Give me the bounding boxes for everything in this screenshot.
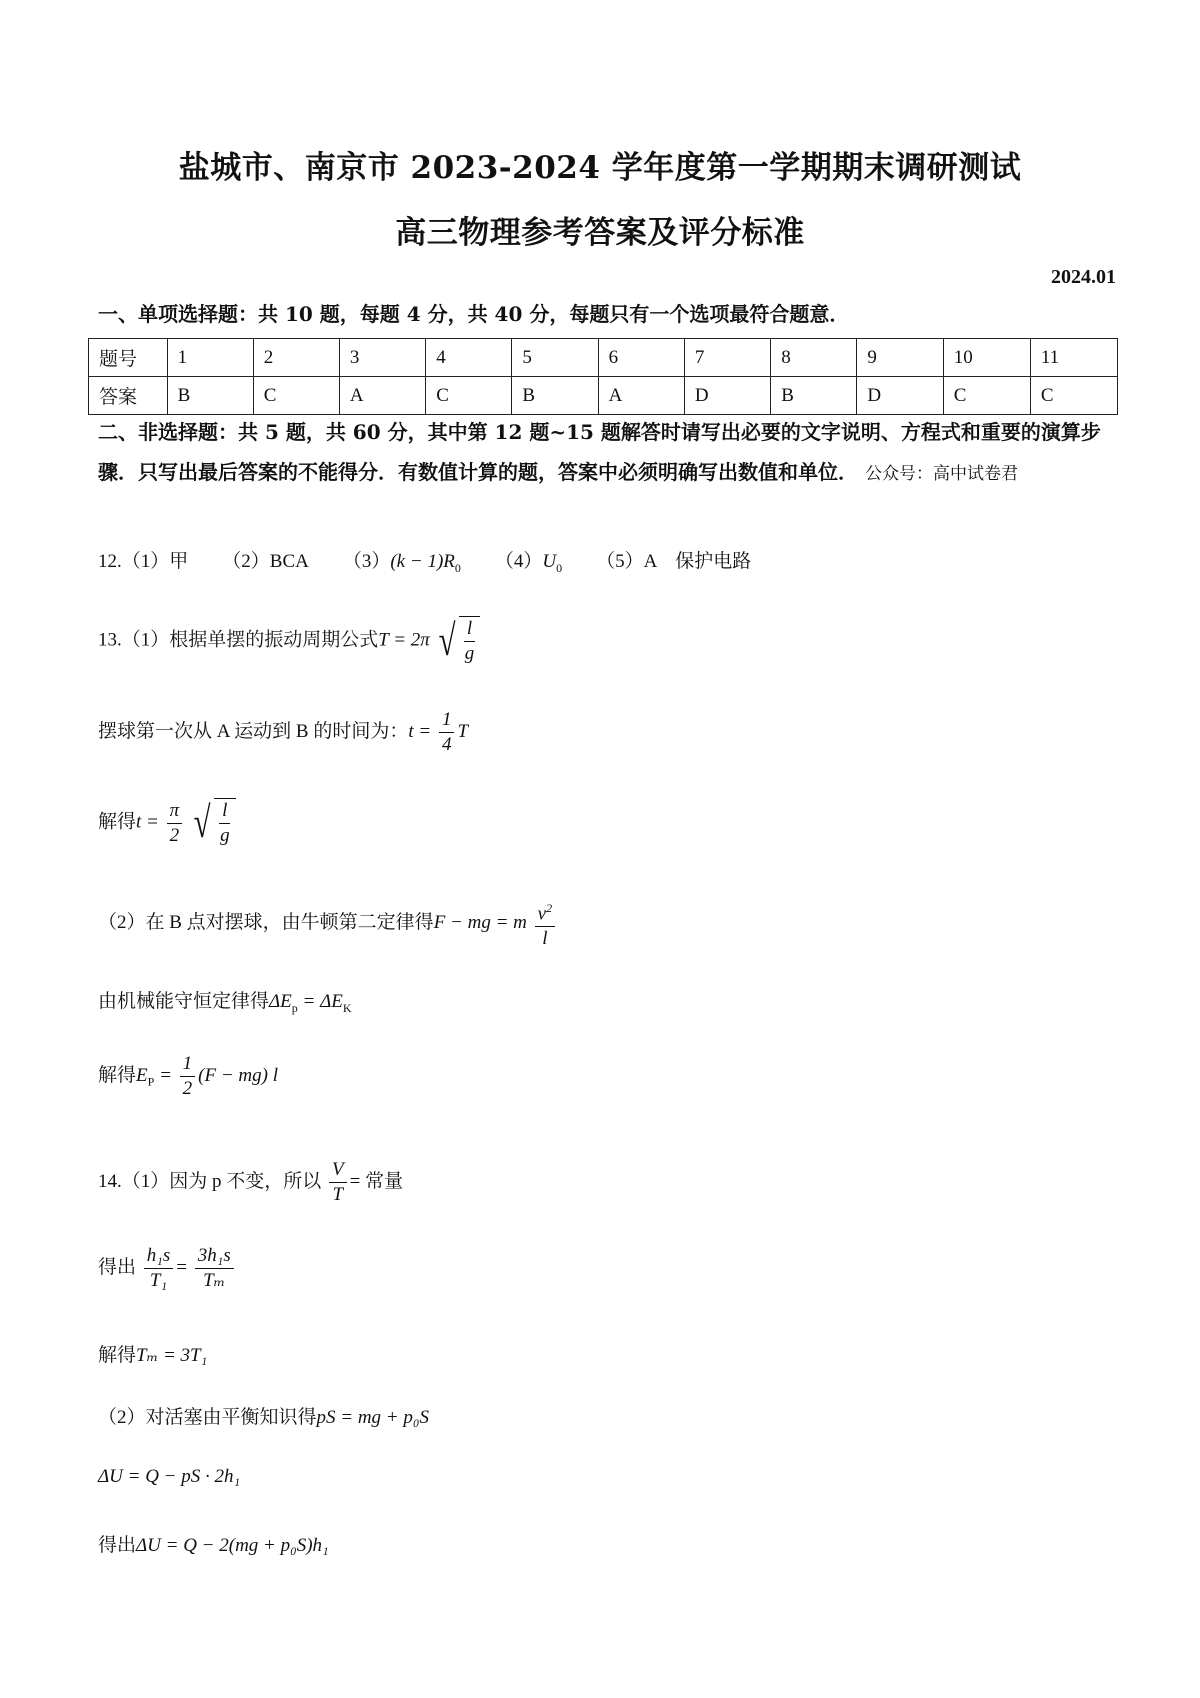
row-label-answer: 答案	[89, 377, 168, 415]
frac-den: 2	[182, 1078, 193, 1099]
q13-line4	[98, 896, 558, 951]
table-cell: 6	[598, 339, 684, 377]
table-cell: A	[598, 377, 684, 415]
q12-line	[98, 546, 751, 576]
frac-den: g	[464, 643, 475, 664]
frac-num: v	[537, 903, 547, 925]
table-cell: 7	[684, 339, 770, 377]
frac-3h1s-over-tm	[195, 1244, 234, 1293]
q13-l2-expr: t =	[408, 720, 432, 742]
q13-l1-expr: T = 2π	[378, 629, 430, 651]
q14-line5	[98, 1466, 240, 1488]
sqrt-l-over-g: √ $\frac{l}{g}$	[435, 616, 481, 666]
frac-num: V	[329, 1158, 347, 1183]
section2-note: 公众号：高中试卷君	[864, 464, 1018, 484]
section1-heading: 一、单项选择题：共 10 题，每题 4 分，共 40 分，每题只有一个选项最符合题意．	[98, 302, 850, 326]
q13-l1-text: 13.（1）根据单摆的振动周期公式	[98, 629, 379, 651]
q13-l3-expr: t =	[136, 811, 159, 833]
table-cell: C	[253, 377, 339, 415]
table-cell: B	[771, 377, 857, 415]
frac-h1s-over-t1	[144, 1244, 174, 1293]
q13-line2	[98, 708, 468, 757]
frac-one-half	[180, 1052, 196, 1101]
table-cell: 4	[426, 339, 512, 377]
q12-part4-expr: U	[542, 551, 557, 572]
frac-num: l	[219, 799, 230, 824]
table-cell: 10	[943, 339, 1030, 377]
q14-l1-tail: = 常量	[349, 1170, 404, 1192]
q14-l2-eq: =	[176, 1256, 187, 1278]
q13-line1	[98, 616, 480, 666]
table-cell: 3	[339, 339, 425, 377]
q13-l2-tail: T	[457, 720, 469, 742]
frac-pi-over-2	[167, 799, 183, 848]
q13-l6-eq: =	[154, 1064, 172, 1086]
frac-den: g	[220, 825, 230, 846]
q12-part1: （1）甲	[121, 551, 189, 572]
answer-table	[88, 338, 1118, 415]
table-cell: 2	[253, 339, 339, 377]
q12-part3: （3）	[342, 551, 391, 572]
q13-l6-text: 解得	[98, 1064, 137, 1086]
q13-l3-text: 解得	[98, 811, 137, 833]
frac-num: h₁s	[144, 1244, 174, 1269]
row-label-number: 题号	[89, 339, 168, 377]
frac-num: π	[167, 799, 183, 824]
document-subtitle: 高三物理参考答案及评分标准	[395, 215, 805, 251]
q14-l4-expr: pS = mg + p₀S	[316, 1407, 429, 1428]
section2-heading	[98, 412, 1110, 494]
q12-part3-expr: (k − 1)R	[390, 551, 455, 572]
table-cell: C	[943, 377, 1030, 415]
q14-l4-text: （2）对活塞由平衡知识得	[98, 1407, 317, 1428]
table-cell: D	[857, 377, 943, 415]
q14-l1-text: 14.（1）因为 p 不变，所以	[98, 1170, 322, 1192]
q14-line6	[98, 1530, 329, 1557]
q12-part4: （4）	[494, 551, 543, 572]
frac-v-over-t	[329, 1158, 347, 1207]
q13-l2-text: 摆球第一次从 A 运动到 B 的时间为：	[98, 720, 409, 742]
table-cell: C	[426, 377, 512, 415]
table-cell: C	[1030, 377, 1117, 415]
section2-heading-text: 二、非选择题：共 5 题，共 60 分，其中第 12 题~15 题解答时请写出必要的文字说明、方程式和重要的演算步骤．只写出最后答案的不能得分．有数值计算的题，答案中必须明确写出数值和单位．	[98, 420, 1101, 484]
q13-l4-expr: F − mg = m	[433, 912, 527, 934]
q13-l5-eq: = ΔE	[297, 991, 343, 1012]
frac-den: 2	[169, 824, 180, 846]
q12-part2: （2）BCA	[222, 551, 309, 572]
table-cell: D	[684, 377, 770, 415]
frac-den: T₁	[149, 1270, 168, 1291]
q13-l5-sub-b: K	[342, 1000, 352, 1015]
q13-l5-expr-a: ΔE	[269, 991, 292, 1012]
q14-l6-text: 得出	[98, 1535, 137, 1556]
q13-l4-text: （2）在 B 点对摆球，由牛顿第二定律得	[98, 912, 434, 934]
table-row-answers	[89, 377, 1118, 415]
frac-den: 4	[441, 734, 452, 755]
q13-line3	[98, 798, 236, 848]
q13-l5-sub-a: p	[291, 1000, 298, 1015]
q13-l5-text: 由机械能守恒定律得	[98, 991, 270, 1012]
q12-part5: （5）A 保护电路	[596, 551, 752, 572]
q13-line6	[98, 1052, 278, 1101]
table-cell: 8	[771, 339, 857, 377]
q13-line5	[98, 986, 352, 1016]
q14-l2-text: 得出	[98, 1256, 137, 1278]
table-cell: A	[339, 377, 425, 415]
frac-num: 1	[439, 708, 455, 733]
superscript: 2	[546, 901, 553, 915]
table-cell: 9	[857, 339, 943, 377]
document-title: 盐城市、南京市 2023-2024 学年度第一学期期末调研测试	[178, 150, 1022, 186]
q14-line2	[98, 1244, 237, 1293]
sqrt-l-over-g: √ $\frac{l}{g}$	[190, 798, 236, 848]
q14-line4	[98, 1402, 429, 1429]
q13-l6-tail: (F − mg) l	[198, 1064, 278, 1086]
q13-l6-sub: P	[147, 1074, 155, 1089]
q14-l5-expr: ΔU = Q − pS · 2h₁	[98, 1466, 241, 1487]
frac-v2-over-l	[535, 896, 555, 951]
table-cell: 11	[1030, 339, 1117, 377]
frac-num: 1	[180, 1052, 196, 1077]
document-date: 2024.01	[1051, 266, 1116, 288]
frac-num: 3h₁s	[195, 1244, 234, 1269]
q14-l3-text: 解得	[98, 1345, 137, 1366]
frac-one-quarter	[439, 708, 455, 757]
frac-den: Tₘ	[203, 1270, 226, 1291]
frac-den: T	[332, 1184, 344, 1205]
q12-num: 12.	[98, 551, 122, 572]
q13-l6-expr: E	[136, 1064, 148, 1086]
q14-line3	[98, 1340, 207, 1367]
q14-l6-expr: ΔU = Q − 2(mg + p₀S)h₁	[136, 1535, 329, 1556]
frac-den: l	[542, 928, 548, 950]
q12-part3-sub: 0	[454, 560, 461, 575]
q12-part4-sub: 0	[556, 560, 563, 575]
table-cell: 1	[167, 339, 253, 377]
q14-l3-expr: Tₘ = 3T₁	[136, 1345, 208, 1366]
table-cell: B	[512, 377, 598, 415]
table-row-numbers	[89, 339, 1118, 377]
table-cell: B	[167, 377, 253, 415]
frac-num: l	[464, 617, 475, 642]
table-cell: 5	[512, 339, 598, 377]
q14-line1	[98, 1158, 403, 1207]
